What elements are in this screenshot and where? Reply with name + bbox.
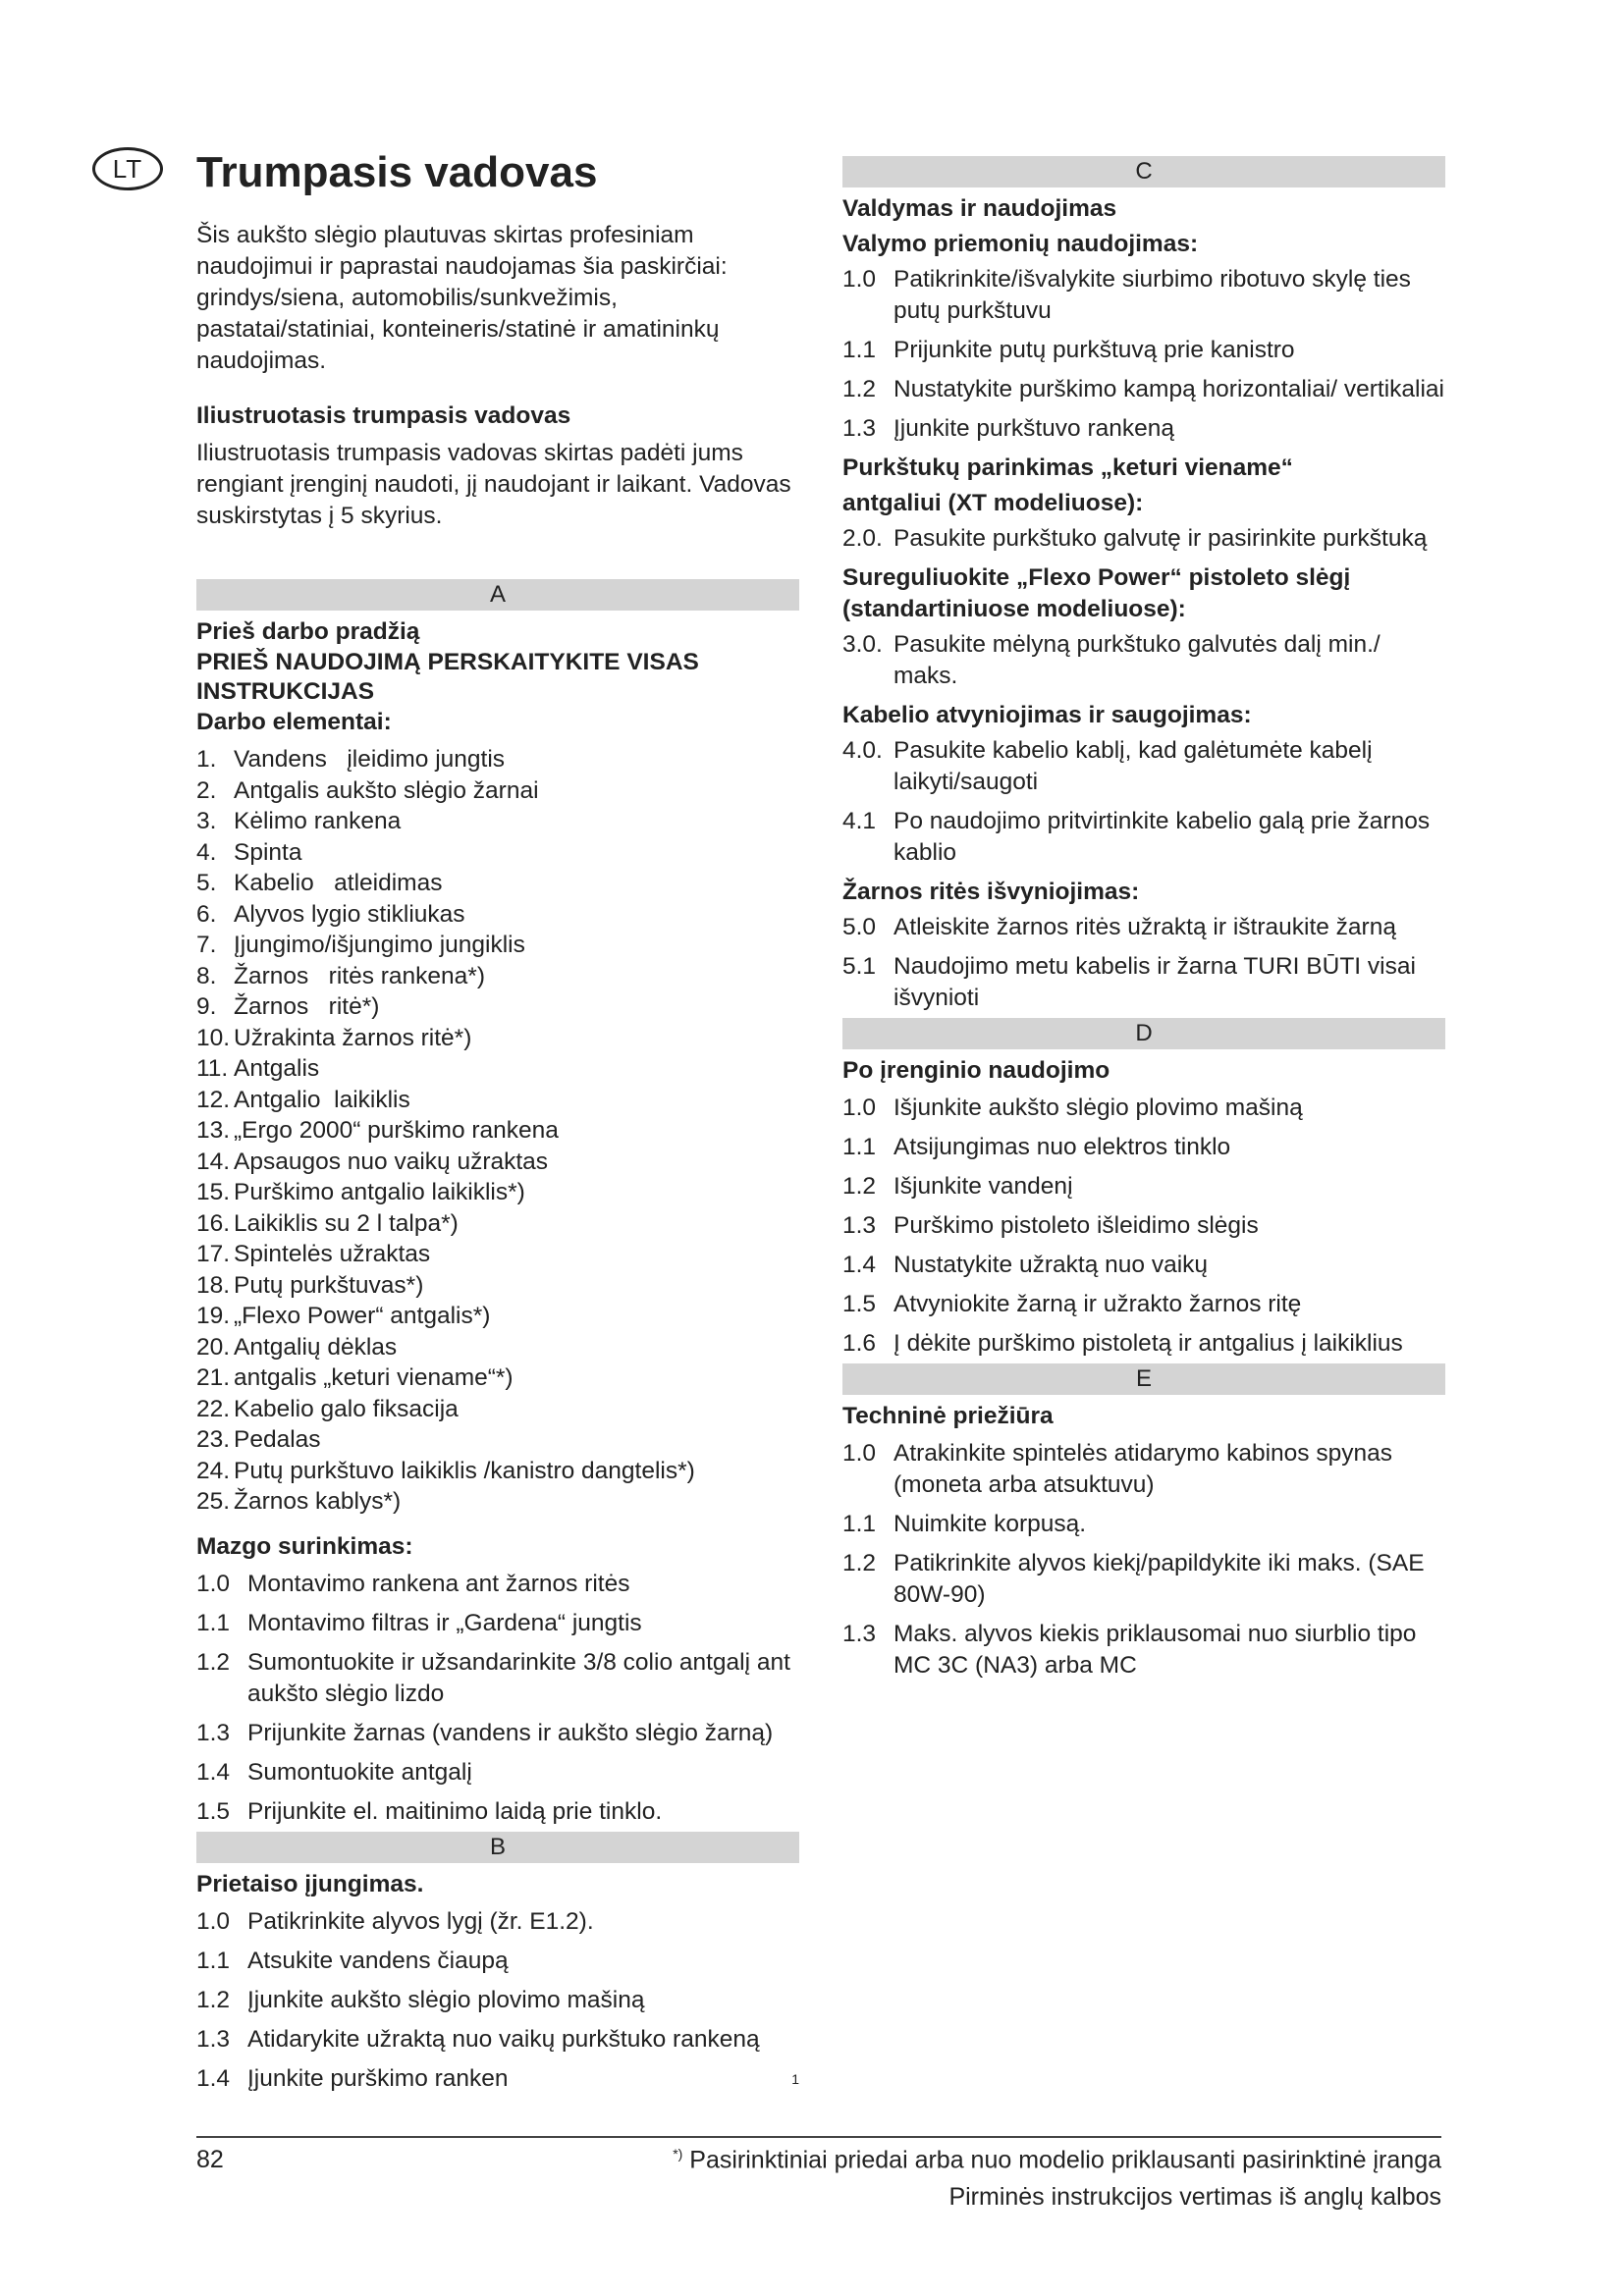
work-element-item xyxy=(196,1424,799,1456)
step-number: 4.0. xyxy=(842,737,883,764)
maintenance-step xyxy=(842,1548,1445,1611)
detergent-heading: Valymo priemonių naudojimas: xyxy=(842,231,1199,257)
step-text: Įjunkite aukšto slėgio plovimo mašiną xyxy=(247,1986,645,2013)
step-text: Nustatykite užraktą nuo vaikų xyxy=(893,1252,1209,1278)
work-element-item xyxy=(196,930,799,961)
item-number: 2. xyxy=(196,776,217,804)
step-number: 1.3 xyxy=(842,1621,877,1647)
step-text: Išjunkite aukšto slėgio plovimo mašiną xyxy=(893,1095,1303,1121)
cable-step xyxy=(842,806,1445,869)
step-number: 1.0 xyxy=(196,1907,231,1935)
intro-paragraph-2: Iliustruotasis trumpasis vadovas skirtas padėti jums rengiant įrenginį naudoti, jį naudojant ir laikant. Vadovas suskirstytas į 5 skyrius. xyxy=(196,440,791,529)
item-text: Užrakinta žarnos ritė*) xyxy=(234,1024,472,1051)
page-title: Trumpasis vadovas xyxy=(196,148,598,196)
item-number: 4. xyxy=(196,838,217,866)
cable-heading: Kabelio atvyniojimas ir saugojimas: xyxy=(842,702,1252,728)
language-badge xyxy=(92,147,163,190)
step-text: Atleiskite žarnos ritės užraktą ir ištraukite žarną xyxy=(893,914,1396,940)
item-number: 9. xyxy=(196,993,217,1020)
step-text: Įjunkite purškimo ranken xyxy=(247,2064,509,2092)
item-text: Alyvos lygio stikliukas xyxy=(234,900,465,928)
step-superscript: 1 xyxy=(791,2070,799,2087)
step-number: 2.0. xyxy=(842,525,883,552)
start-step xyxy=(196,1985,799,2016)
step-number: 1.1 xyxy=(196,1609,231,1636)
step-number: 1.0 xyxy=(842,1095,877,1121)
nozzle-heading: Purkštukų parinkimas „keturi viename“ xyxy=(842,454,1293,481)
step-text: Prijunkite putų purkštuvą prie kanistro xyxy=(893,337,1295,363)
assembly-heading: Mazgo surinkimas: xyxy=(196,1532,413,1560)
step-text: Nuimkite korpusą. xyxy=(893,1511,1087,1537)
after-use-step xyxy=(842,1250,1445,1281)
step-number: 1.3 xyxy=(196,1719,231,1746)
step-text: Atidarykite užraktą nuo vaikų purkštuko rankeną xyxy=(247,2025,760,2053)
work-element-item xyxy=(196,961,799,992)
pressure-heading: Sureguliuokite „Flexo Power“ pistoleto slėgį (standartiniuose modeliuose): xyxy=(842,564,1351,622)
item-text: Kabelio galo fiksacija xyxy=(234,1395,459,1422)
work-element-item xyxy=(196,1115,799,1147)
item-number: 10. xyxy=(196,1024,231,1051)
step-text: Patikrinkite alyvos kiekį/papildykite iki maks. (SAE 80W-90) xyxy=(893,1550,1425,1608)
step-text: Montavimo rankena ant žarnos ritės xyxy=(247,1570,630,1597)
after-use-step xyxy=(842,1171,1445,1202)
item-text: „Flexo Power“ antgalis*) xyxy=(234,1303,491,1329)
detergent-step xyxy=(842,264,1445,327)
step-text: Atsukite vandens čiaupą xyxy=(247,1947,509,1974)
footnote-mark: *) xyxy=(673,2146,683,2162)
maintenance-steps xyxy=(842,1438,1445,1682)
detergent-step xyxy=(842,335,1445,366)
step-text: Išjunkite vandenį xyxy=(893,1173,1073,1200)
item-number: 20. xyxy=(196,1333,231,1361)
step-text: Po naudojimo pritvirtinkite kabelio galą prie žarnos kablio xyxy=(893,808,1431,866)
section-e-letter: E xyxy=(1135,1365,1152,1392)
item-text: antgalis „keturi viename“*) xyxy=(234,1364,514,1391)
intro-paragraph: Šis aukšto slėgio plautuvas skirtas profesiniam naudojimui ir paprastai naudojamas šia paskirčiai: grindys/siena, automobilis/sunkvežimis, pastatai/statiniai, konteineris/statinė ir amatininkų naudojimas. xyxy=(196,222,728,374)
work-element-item xyxy=(196,1301,799,1332)
item-text: Spinta xyxy=(234,838,302,866)
step-text: Pasukite purkštuko galvutę ir pasirinkite purkštuką xyxy=(893,525,1428,552)
cable-steps xyxy=(842,735,1445,869)
work-element-item xyxy=(196,868,799,899)
footnote xyxy=(673,2146,1441,2174)
work-element-item xyxy=(196,806,799,837)
start-steps xyxy=(196,1906,799,2095)
intro-subheading: Iliustruotasis trumpasis vadovas xyxy=(196,402,571,429)
item-text: Žarnos ritė*) xyxy=(234,993,380,1020)
item-text: Kėlimo rankena xyxy=(234,808,402,834)
section-b-bar xyxy=(196,1832,799,1863)
work-element-item xyxy=(196,899,799,931)
intro xyxy=(196,220,799,532)
step-number: 1.4 xyxy=(196,1758,231,1786)
item-text: Įjungimo/išjungimo jungiklis xyxy=(234,932,525,958)
step-number: 1.4 xyxy=(842,1252,877,1278)
step-text: Pasukite mėlyną purkštuko galvutės dalį min./ maks. xyxy=(893,631,1380,689)
step-number: 1.3 xyxy=(842,415,877,442)
item-number: 7. xyxy=(196,932,217,958)
item-text: Laikiklis su 2 l talpa*) xyxy=(234,1209,459,1237)
step-text: Nustatykite purškimo kampą horizontaliai/ vertikaliai xyxy=(893,376,1444,402)
work-elements-list xyxy=(196,744,799,1518)
step-number: 5.0 xyxy=(842,914,877,940)
step-text: Sumontuokite antgalį xyxy=(247,1758,472,1786)
item-text: Pedalas xyxy=(234,1426,321,1453)
item-text: Žarnos kablys*) xyxy=(234,1488,402,1515)
assembly-step xyxy=(196,1757,799,1789)
translation-note: Pirminės instrukcijos vertimas iš anglų kalbos xyxy=(948,2183,1441,2211)
work-element-item xyxy=(196,1053,799,1085)
item-text: Putų purkštuvas*) xyxy=(234,1271,424,1299)
item-number: 24. xyxy=(196,1457,231,1484)
item-number: 14. xyxy=(196,1148,231,1175)
step-number: 1.6 xyxy=(842,1330,877,1357)
item-number: 21. xyxy=(196,1364,231,1391)
after-use-step xyxy=(842,1210,1445,1242)
step-text: Purškimo pistoleto išleidimo slėgis xyxy=(893,1212,1259,1239)
after-use-step xyxy=(842,1132,1445,1163)
assembly-step xyxy=(196,1608,799,1639)
item-text: Kabelio atleidimas xyxy=(234,870,443,896)
section-a-letter: A xyxy=(489,581,506,608)
step-number: 5.1 xyxy=(842,953,877,980)
elements-heading: Darbo elementai: xyxy=(196,709,392,735)
assembly-step xyxy=(196,1796,799,1828)
step-number: 1.2 xyxy=(842,1173,877,1200)
step-text: Sumontuokite ir užsandarinkite 3/8 colio antgalį ant aukšto slėgio lizdo xyxy=(247,1648,790,1707)
step-text: Prijunkite el. maitinimo laidą prie tinklo. xyxy=(247,1797,663,1825)
step-number: 1.1 xyxy=(842,337,877,363)
maintenance-step xyxy=(842,1509,1445,1540)
item-number: 19. xyxy=(196,1303,231,1329)
step-number: 3.0. xyxy=(842,631,883,658)
item-text: Antgalis xyxy=(234,1055,320,1082)
step-text: Į dėkite purškimo pistoletą ir antgalius į laikiklius xyxy=(893,1330,1403,1357)
work-element-item xyxy=(196,775,799,807)
work-element-item xyxy=(196,1486,799,1518)
step-text: Atrakinkite spintelės atidarymo kabinos spynas (moneta arba atsuktuvu) xyxy=(893,1440,1392,1498)
work-element-item xyxy=(196,1208,799,1240)
after-use-step xyxy=(842,1093,1445,1124)
item-number: 6. xyxy=(196,900,217,928)
right-column xyxy=(842,156,1445,1689)
step-number: 1.0 xyxy=(842,1440,877,1467)
section-d-letter: D xyxy=(1135,1020,1153,1046)
step-number: 1.4 xyxy=(196,2064,231,2092)
work-element-item xyxy=(196,1456,799,1487)
section-a-warning: PRIEŠ NAUDOJIMĄ PERSKAITYKITE VISAS INSTRUKCIJAS xyxy=(196,649,699,705)
work-element-item xyxy=(196,1023,799,1054)
work-element-item xyxy=(196,1270,799,1302)
footer-divider xyxy=(196,2136,1441,2138)
item-text: Antgalis aukšto slėgio žarnai xyxy=(234,776,539,804)
item-text: Apsaugos nuo vaikų užraktas xyxy=(234,1148,549,1175)
item-number: 12. xyxy=(196,1086,231,1113)
section-c-title: Valdymas ir naudojimas xyxy=(842,195,1117,222)
step-number: 1.0 xyxy=(196,1570,231,1597)
item-number: 13. xyxy=(196,1117,231,1144)
step-number: 1.0 xyxy=(842,266,877,293)
work-element-item xyxy=(196,1239,799,1270)
step-number: 1.1 xyxy=(196,1947,231,1974)
start-step xyxy=(196,1906,799,1938)
cable-step xyxy=(842,735,1445,798)
section-d-bar xyxy=(842,1018,1445,1049)
detergent-step xyxy=(842,413,1445,445)
step-number: 1.3 xyxy=(842,1212,877,1239)
item-number: 18. xyxy=(196,1271,231,1299)
start-step xyxy=(196,2024,799,2056)
hose-step xyxy=(842,951,1445,1014)
hose-step xyxy=(842,912,1445,943)
step-number: 1.2 xyxy=(196,1648,231,1676)
step-text: Prijunkite žarnas (vandens ir aukšto slėgio žarną) xyxy=(247,1719,774,1746)
section-c-letter: C xyxy=(1135,158,1153,185)
page-number: 82 xyxy=(196,2146,224,2173)
item-number: 17. xyxy=(196,1241,231,1267)
section-b-letter: B xyxy=(489,1833,506,1860)
section-a-title: Prieš darbo pradžią xyxy=(196,618,420,645)
detergent-steps xyxy=(842,264,1445,445)
hose-steps xyxy=(842,912,1445,1014)
step-number: 1.5 xyxy=(196,1797,231,1825)
step-text: Maks. alyvos kiekis priklausomai nuo siurblio tipo MC 3C (NA3) arba MC xyxy=(893,1621,1417,1679)
step-text: Naudojimo metu kabelis ir žarna TURI BŪTI visai išvynioti xyxy=(893,953,1416,1011)
work-element-item xyxy=(196,1147,799,1178)
item-number: 3. xyxy=(196,808,217,834)
after-use-steps xyxy=(842,1093,1445,1360)
section-a-bar xyxy=(196,579,799,611)
item-text: Vandens įleidimo jungtis xyxy=(234,746,506,773)
nozzle-heading-2: antgaliui (XT modeliuose): xyxy=(842,490,1144,516)
hose-heading: Žarnos ritės išvyniojimas: xyxy=(842,879,1140,905)
nozzle-step xyxy=(842,523,1445,555)
work-element-item xyxy=(196,837,799,869)
item-number: 8. xyxy=(196,962,217,989)
item-text: Žarnos ritės rankena*) xyxy=(234,962,485,989)
item-number: 25. xyxy=(196,1488,231,1515)
left-column xyxy=(196,220,799,2103)
step-number: 4.1 xyxy=(842,808,877,834)
step-text: Patikrinkite alyvos lygį (žr. E1.2). xyxy=(247,1907,594,1935)
step-number: 1.2 xyxy=(842,376,877,402)
step-text: Atsijungimas nuo elektros tinklo xyxy=(893,1134,1231,1160)
item-text: „Ergo 2000“ purškimo rankena xyxy=(234,1117,559,1144)
item-text: Antgalio laikiklis xyxy=(234,1086,410,1113)
step-number: 1.1 xyxy=(842,1134,877,1160)
step-number: 1.2 xyxy=(842,1550,877,1576)
work-element-item xyxy=(196,744,799,775)
work-element-item xyxy=(196,1085,799,1116)
item-text: Putų purkštuvo laikiklis /kanistro dangtelis*) xyxy=(234,1457,695,1484)
assembly-steps xyxy=(196,1569,799,1828)
pressure-steps xyxy=(842,629,1445,692)
work-element-item xyxy=(196,991,799,1023)
step-number: 1.3 xyxy=(196,2025,231,2053)
after-use-step xyxy=(842,1328,1445,1360)
section-c-bar xyxy=(842,156,1445,187)
footnote-text: Pasirinktiniai priedai arba nuo modelio priklausanti pasirinktinė įranga xyxy=(689,2146,1441,2174)
item-text: Spintelės užraktas xyxy=(234,1241,431,1267)
item-number: 15. xyxy=(196,1179,231,1205)
work-element-item xyxy=(196,1332,799,1363)
section-e-title: Techninė priežiūra xyxy=(842,1403,1054,1429)
nozzle-steps xyxy=(842,523,1445,555)
item-text: Antgalių dėklas xyxy=(234,1333,398,1361)
step-text: Atvyniokite žarną ir užrakto žarnos ritę xyxy=(893,1291,1302,1317)
item-number: 11. xyxy=(196,1055,229,1082)
work-element-item xyxy=(196,1362,799,1394)
section-b-title: Prietaiso įjungimas. xyxy=(196,1870,424,1897)
step-number: 1.5 xyxy=(842,1291,877,1317)
step-number: 1.1 xyxy=(842,1511,877,1537)
step-text: Pasukite kabelio kablį, kad galėtumėte kabelį laikyti/saugoti xyxy=(893,737,1373,795)
item-number: 23. xyxy=(196,1426,231,1453)
assembly-step xyxy=(196,1718,799,1749)
start-step xyxy=(196,1946,799,1977)
language-code: LT xyxy=(112,153,143,184)
maintenance-step xyxy=(842,1619,1445,1682)
start-step xyxy=(196,2063,799,2095)
item-text: Purškimo antgalio laikiklis*) xyxy=(234,1179,525,1205)
item-number: 22. xyxy=(196,1395,231,1422)
step-text: Montavimo filtras ir „Gardena“ jungtis xyxy=(247,1609,642,1636)
maintenance-step xyxy=(842,1438,1445,1501)
section-e-bar xyxy=(842,1363,1445,1395)
after-use-step xyxy=(842,1289,1445,1320)
detergent-step xyxy=(842,374,1445,405)
section-d-title: Po įrenginio naudojimo xyxy=(842,1057,1110,1084)
work-element-item xyxy=(196,1394,799,1425)
item-number: 1. xyxy=(196,746,217,773)
item-number: 16. xyxy=(196,1209,231,1237)
item-number: 5. xyxy=(196,870,217,896)
work-element-item xyxy=(196,1177,799,1208)
assembly-step xyxy=(196,1647,799,1710)
pressure-step xyxy=(842,629,1445,692)
step-number: 1.2 xyxy=(196,1986,231,2013)
assembly-step xyxy=(196,1569,799,1600)
step-text: Įjunkite purkštuvo rankeną xyxy=(893,415,1174,442)
step-text: Patikrinkite/išvalykite siurbimo ribotuvo skylę ties putų purkštuvu xyxy=(893,266,1411,324)
